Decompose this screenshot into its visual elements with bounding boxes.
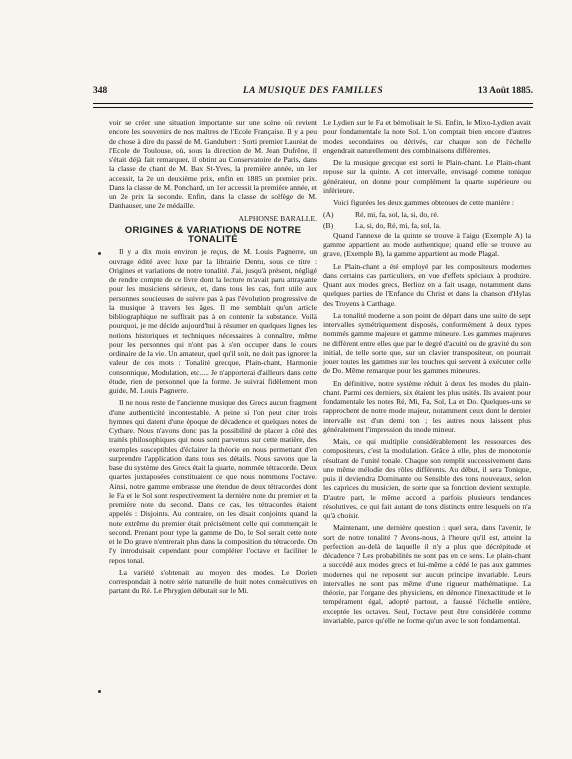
paragraph: Il ne nous reste de l'ancienne musique des Grecs aucun fragment d'une authenticité incontestable. A peine si l'on peut citer trois hymnes qui datent d'une époque de décadence et quelques notes de Cythare. Nous n'avons donc pas la possibilité de placer à côté des traités philosophiques qui nous sont parvenus sur cette matière, des exemples susceptibles d'éclairer la théorie en nous permettant d'en surprendre l'application dans tous ses détails. Nous savons que la base du système des Grecs était la quarte, nommée tétracorde. Deux quartes juxtaposées constituaient ce que nous nommons l'octave. Ainsi, notre gamme embrasse une étendue de deux tétracordes dont le Fa et le Sol sont respectivement la dernière note du premier et la première note du second. Dans ce cas, les tétracordes étaient appelés : Disjoints. Au contraire, on les disait conjoints quand la note extrême du premier était précisément celle qui commençait le second. Prenant pour type la gamme de Do, le Sol serait cette note et le Do grave n'entrerait plus dans la composition du tétracorde. On l'y introduisait cependant pour compléter l'octave et faciliter le repos tonal.	[109, 398, 317, 565]
paragraph: Maintenant, une dernière question : quel sera, dans l'avenir, le sort de notre tonalité ? Avons-nous, à l'heure qu'il est, atteint la perfection au-delà de laquelle il n'y a plus que décrépitude et décadence ? Les probabilités ne sont pas en ce sens. Le plain-chant a succédé aux modes grecs et lui-même a cédé le pas aux gammes modernes qui ne reposent sur aucun principe invariable. Leurs intervalles ne sont pas même d'une rigueur mathématique. La théorie, par l'organe des physiciens, en dénonce l'inexactitude et le tempérament égal, adopté partout, a faussé l'échelle entière, exceptée les octaves. Seul, l'octave peut être considérée comme invariable, parce qu'elle ne forme qu'un avec le son fondamental.	[323, 523, 531, 625]
paragraph: La tonalité moderne a son point de départ dans une suite de sept intervalles symétriquement disposés, conformément à deux types nommés gamme majeure et gamme mineure. Les gammes majeures ne diffèrent entre elles que par le degré d'acuité ou de gravité du son initial, de telle sorte que, sur un clavier transpositeur, on pourrait jouer toutes les gammes sur les touches qui servent à exécuter celle de Do. Même remarque pour les gammes mineures.	[323, 310, 531, 376]
paragraph: Il y a dix mois environ je reçus, de M. Louis Pagnerre, un ouvrage édité avec luxe par la librairie Dentu, sous ce titre : Origines et variations de notre tonalité. J'ai, jusqu'à présent, négligé de rendre compte de ce livre dont la lecture m'avait paru attrayante pour les musiciens sérieux, et, dans tous les cas, fort utile aux personnes soucieuses de suivre pas à pas l'évolution progressive de la musique à travers les âges. Il me semblait qu'un article bibliographique ne suffirait pas à en contenir la substance. Voilà pourquoi, je me décide aujourd'hui à résumer en quelques lignes les notions historiques et techniques nécessaires à connaître, même pour les personnes qui n'ont pas à s'en occuper dans le cours ordinaire de la vie. Un amateur, quel qu'il soit, ne doit pas ignorer la valeur de ces mots : Tonalité grecque, Plain-chant, Harmonie consonnique, Modulation, etc..... Je n'apporterai d'ailleurs dans cette étude, rien de personnel que la forme. Je suivrai fidèlement mon guide, M. Louis Pagnerre.	[109, 247, 317, 395]
paragraph: De la musique grecque est sorti le Plain-chant. Le Plain-chant repose sur la quinte. A cet intervalle, envisagé comme tonique générateur, on donne pour complément la quarte supérieure ou inférieure.	[323, 158, 531, 195]
paragraph: Le Plain-chant a été employé par les compositeurs modernes dans certains cas particuliers, en vue d'effets spéciaux à produire. Quant aux modes grecs, Berlioz en a fait usage, notamment dans quelques parties de l'Enfance du Christ et dans la chanson d'Hylas des Troyens à Carthage.	[323, 261, 531, 308]
scale-label: (B)	[323, 220, 334, 230]
journal-title: LA MUSIQUE DES FAMILLES	[242, 86, 384, 96]
page-number: 348	[93, 86, 108, 96]
scale-notes: La, si, do, Ré, mi, fa, sol, la.	[355, 220, 441, 230]
paragraph: Quand l'annexe de la quinte se trouve à l'aigu (Exemple A) la gamme appartient au mode authentique; quand elle se trouve au grave, (Exemple B), la gamme appartient au mode Plagal.	[323, 230, 531, 259]
author-signature: ALPHONSE BARALLE.	[238, 213, 317, 223]
scale-example-a	[323, 210, 531, 219]
paragraph: Voici figurées les deux gammes obtenues de cette manière :	[333, 198, 514, 207]
left-column	[109, 118, 317, 599]
section-title: ORIGINES & VARIATIONS DE NOTRE TONALITÉ	[124, 224, 302, 245]
paragraph: Le Lydien sur le Fa et bémolisait le Si. Enfin, le Mixo-Lydien avait pour fondamentale la note Sol. L'on comptait bien encore d'autres modes secondaires ou dérivés, car chaque son de l'échelle engendrait naturellement des combinaisons différentes.	[323, 118, 531, 155]
margin-dot	[98, 252, 101, 255]
scale-notes: Ré, mi, fa, sol, la, si, do, ré.	[355, 210, 439, 220]
article-continuation: voir se créer une situation importante sur une scène où revient encore les souvenirs de nos maîtres de l'Ecole Française. Il y a peu de chose à dire du passé de M. Gandubert : Sorti premier Lauréat de l'Ecole de Toulouse, où, sous la direction de M. Jean Dufrêne, il s'était déjà fait remarquer, il obtint au Conservatoire de Paris, dans la classe de chant de M. Bax St-Yves, la première année, un 1er accessit, la 2e un deuxième prix, enfin en 1885 un premier prix. Dans la classe de M. Ponchard, un 1er accessit la première année, et un 2e prix la seconde. Enfin, dans la classe de solfège de M. Danhauser, une 2e médaille.	[109, 118, 317, 211]
paragraph: En définitive, notre système réduit à deux les modes du plain-chant. Parmi ces derniers, six étaient les plus usités. Ils avaient pour fondamentale les notes Ré, Mi, Fa, Sol, La et Do. Quelques-uns se rapprochent de notre mode majeur, notamment ceux dont le dernier intervalle est d'un demi ton ; les autres nous laissent plus généralement l'impression du mode mineur.	[323, 378, 531, 434]
issue-date: 13 Août 1885.	[477, 86, 533, 96]
margin-dot	[98, 690, 101, 693]
paragraph: Mais, ce qui multiplie considérablement les ressources des compositeurs, c'est la modulation. Grâce à elle, plus de monotonie résultant de l'unité tonale. Chaque son remplit successivement dans une même mélodie des rôles différents. Au début, il sera Tonique, puis il deviendra Dominante ou Sensible des tons nouveaux, selon les caprices du musicien, de sorte que sa fonction devient sextuple. D'autre part, le même accord a parfois plusieurs tendances résolutives, ce qui fait autant de tons distincts entre lesquels on n'a qu'à choisir.	[323, 437, 531, 520]
header-rule	[93, 103, 533, 104]
page-header	[93, 86, 533, 100]
scale-label: (A)	[323, 210, 334, 220]
scale-example-b	[323, 221, 531, 230]
right-column	[323, 118, 531, 628]
header-rule-thin	[93, 107, 533, 108]
paragraph: La variété s'obtenait au moyen des modes. Le Dorien correspondait à notre série naturelle de huit notes consécutives en partant du Ré. Le Phrygien débutait sur le Mi.	[109, 567, 317, 596]
